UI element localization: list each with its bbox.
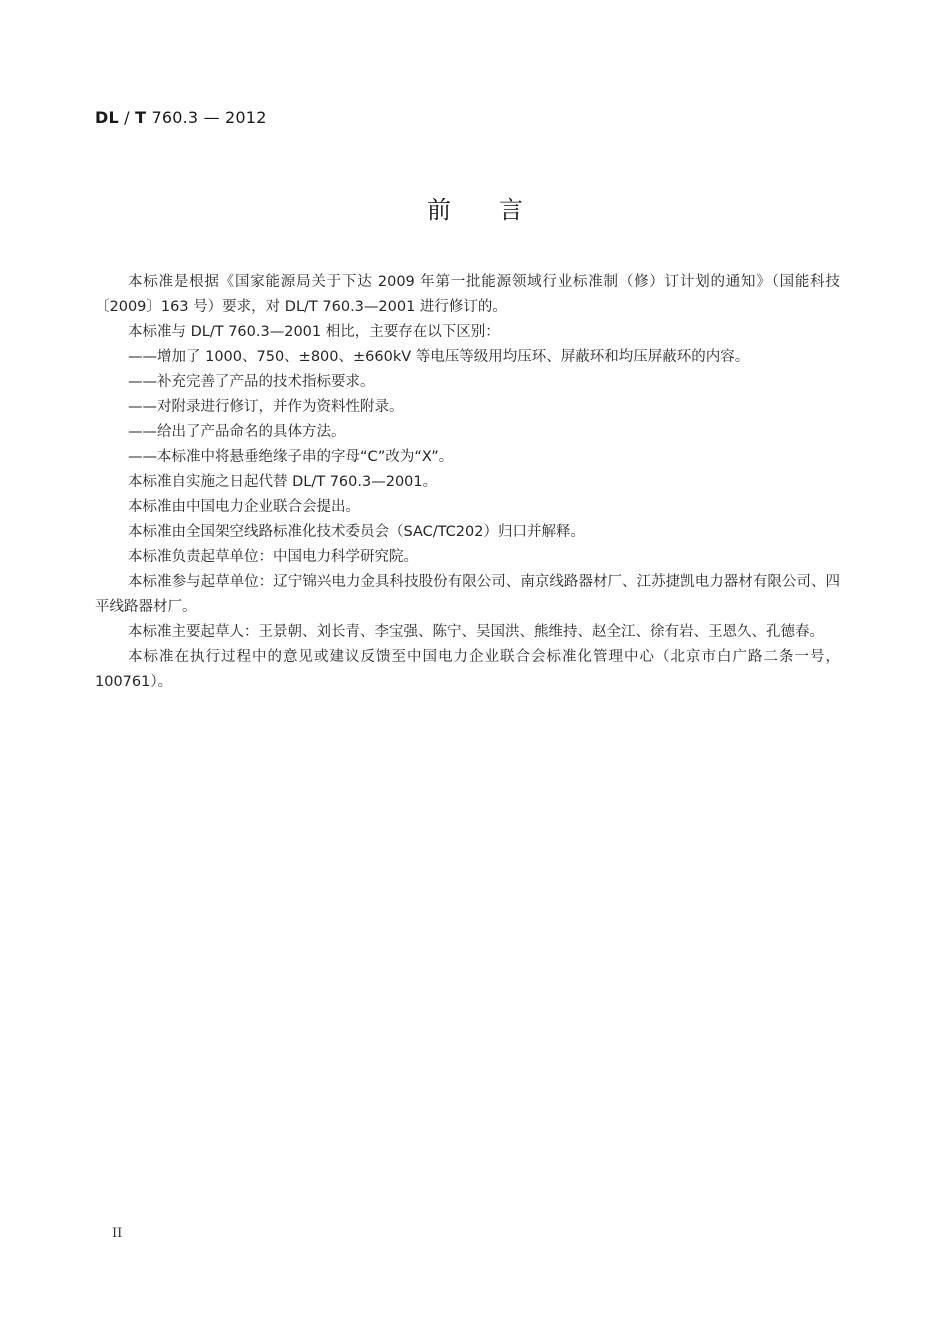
- list-item-difference: ——给出了产品命名的具体方法。: [128, 424, 346, 440]
- paragraph-committee: 本标准由全国架空线路标准化技术委员会（SAC/TC202）归口并解释。: [128, 524, 585, 540]
- page-number: II: [112, 1226, 123, 1241]
- paragraph-differences-intro: 本标准与 DL/T 760.3—2001 相比，主要存在以下区别：: [128, 324, 500, 340]
- list-item-difference: ——对附录进行修订，并作为资料性附录。: [128, 399, 404, 415]
- list-item-difference: ——增加了 1000、750、±800、±660kV 等电压等级用均压环、屏蔽环和均压屏蔽环的内容。: [128, 349, 750, 365]
- list-item-difference: ——本标准中将悬垂绝缘子串的字母“C”改为“X”。: [128, 449, 454, 465]
- list-item-difference: ——补充完善了产品的技术指标要求。: [128, 374, 375, 390]
- code-prefix: DL: [95, 108, 119, 127]
- paragraph-feedback: 本标准在执行过程中的意见或建议反馈至中国电力企业联合会标准化管理中心（北京市白广路二条一号，100761）。: [95, 649, 840, 690]
- paragraph-lead-drafter: 本标准负责起草单位：中国电力科学研究院。: [128, 549, 418, 565]
- page-title: [0, 190, 950, 225]
- code-number-year: 760.3 — 2012: [146, 108, 267, 127]
- title-char-left: 前: [427, 196, 451, 224]
- paragraph-proposer: 本标准由中国电力企业联合会提出。: [128, 499, 360, 515]
- paragraph-drafters: 本标准主要起草人：王景朝、刘长青、李宝强、陈宁、吴国洪、熊维持、赵全江、徐有岩、王恩久、孔德春。: [128, 624, 824, 640]
- paragraph-basis: 本标准是根据《国家能源局关于下达 2009 年第一批能源领域行业标准制（修）订计划的通知》（国能科技〔2009〕163 号）要求，对 DL/T 760.3—2001 进行修订的。: [95, 274, 840, 315]
- code-t: T: [135, 108, 147, 127]
- foreword-body: [95, 270, 840, 695]
- title-char-right: 言: [499, 196, 523, 224]
- paragraph-replacement: 本标准自实施之日起代替 DL/T 760.3—2001。: [128, 474, 438, 490]
- code-slash: /: [118, 108, 136, 127]
- document-code: [95, 108, 267, 127]
- paragraph-participants: 本标准参与起草单位：辽宁锦兴电力金具科技股份有限公司、南京线路器材厂、江苏捷凯电力器材有限公司、四平线路器材厂。: [95, 574, 840, 615]
